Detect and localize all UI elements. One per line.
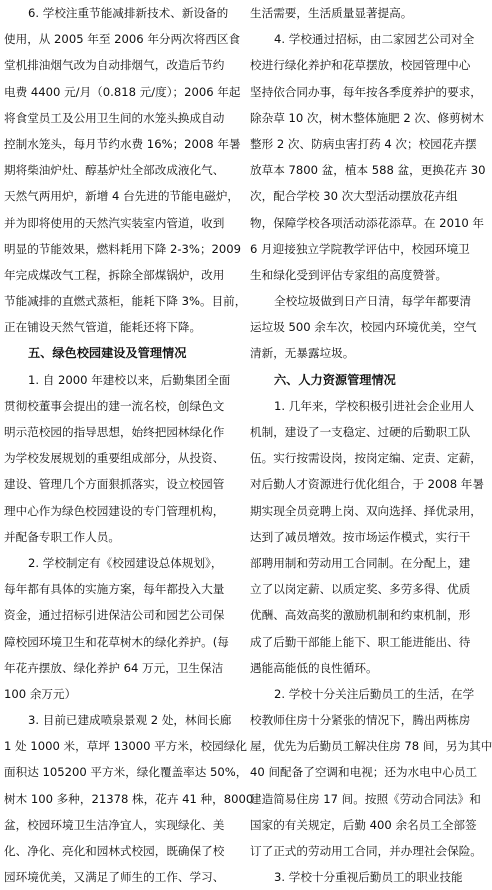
text-line: 屋，优先为后勤员工解决住房 78 间，另为其中 bbox=[250, 739, 492, 754]
text-line: 并配备专职工作人员。 bbox=[4, 529, 120, 544]
text-line: 校进行绿化养护和花草摆放，校园管理中心 bbox=[250, 58, 471, 73]
text-line: 达到了减员增效。按市场运作模式，实行干 bbox=[250, 529, 471, 544]
text-line: 树木 100 多种，21378 株，花卉 41 种，8000 bbox=[4, 791, 254, 806]
text-line: 节能减排的直燃式蒸柜，能耗下降 3%。目前， bbox=[4, 294, 247, 309]
text-line: 盆，校园环境卫生洁净宜人，实现绿化、美 bbox=[4, 817, 225, 832]
text-line: 订了正式的劳动用工合同，并办理社会保险。 bbox=[250, 844, 482, 858]
text-line: 2. 学校十分关注后勤员工的生活，在学 bbox=[274, 686, 475, 701]
text-line: 化、净化、亮化和园林式校园，既确保了校 bbox=[4, 844, 225, 858]
text-line: 1. 几年来，学校积极引进社会企业用人 bbox=[274, 398, 475, 413]
text-line: 4. 学校通过招标，由二家园艺公司对全 bbox=[274, 32, 475, 47]
text-line: 对后勤人才资源进行优化组合，于 2008 年暑 bbox=[250, 477, 484, 492]
text-line: 理中心作为绿色校园建设的专门管理机构， bbox=[4, 503, 225, 518]
text-line: 机制，建设了一支稳定、过硬的后勤职工队 bbox=[250, 425, 471, 439]
text-line: 期实现全员竞聘上岗、双向选择、择优录用， bbox=[250, 503, 482, 518]
text-line: 6 月迎接独立学院教学评估中，校园环境卫 bbox=[250, 241, 470, 256]
text-line: 园环境优美，又满足了师生的工作、学习、 bbox=[4, 870, 225, 885]
left-column bbox=[4, 0, 254, 890]
text-line: 校教师住房十分紧张的情况下，腾出两栋房 bbox=[250, 713, 471, 728]
text-line: 伍。实行按需设岗，按岗定编、定责、定薪， bbox=[250, 451, 482, 466]
text-line: 整形 2 次、防病虫害打药 4 次；校园花卉摆 bbox=[250, 136, 477, 151]
text-line: 国家的有关规定，后勤 400 余名员工全部签 bbox=[250, 817, 477, 832]
text-line: 40 间配备了空调和电视；还为水电中心员工 bbox=[250, 765, 478, 780]
text-line: 放草本 7800 盆，植本 588 盆，更换花卉 30 bbox=[250, 163, 486, 178]
text-line: 1 处 1000 米，草坪 13000 平方米，校园绿化 bbox=[4, 739, 247, 754]
text-line: 坚持依合同办事，每年按各季度养护的要求， bbox=[250, 84, 482, 99]
text-line: 成了后勤干部能上能下、职工能进能出、待 bbox=[250, 634, 471, 649]
text-line: 次，配合学校 30 次大型活动摆放花卉组 bbox=[250, 189, 458, 204]
right-column bbox=[250, 0, 492, 890]
text-line: 并为即将使用的天然汽实装室内管道，收到 bbox=[4, 215, 225, 230]
text-line: 年花卉摆放、绿化养护 64 万元，卫生保洁 bbox=[4, 660, 224, 675]
text-line: 遇能高能低的良性循环。 bbox=[250, 660, 378, 675]
text-line: 生和绿化受到评估专家组的高度赞誉。 bbox=[250, 267, 448, 282]
section-heading: 五、绿色校园建设及管理情况 bbox=[28, 346, 187, 361]
text-line: 立了以岗定薪、以质定奖、多劳多得、优质 bbox=[250, 582, 471, 597]
text-line: 建造简易住房 17 间。按照《劳动合同法》和 bbox=[250, 791, 481, 806]
section-heading: 六、人力资源管理情况 bbox=[274, 372, 396, 387]
text-line: 全校垃圾做到日产日清，每学年都要清 bbox=[274, 294, 472, 309]
text-line: 正在铺设天然气管道，能耗还将下降。 bbox=[4, 320, 202, 335]
text-line: 电费 4400 元/月（0.818 元/度）；2006 年起 bbox=[4, 84, 241, 99]
text-line: 优酬、高效高奖的激励机制和约束机制，形 bbox=[250, 608, 471, 623]
text-line: 贯彻校董事会提出的建一流名校，创绿色文 bbox=[4, 398, 225, 413]
text-line: 使用，从 2005 年至 2006 年分两次将西区食 bbox=[4, 32, 241, 47]
text-line: 运垃圾 500 余车次，校园内环境优美，空气 bbox=[250, 320, 477, 335]
text-line: 明显的节能效果，燃料耗用下降 2-3%；2009 bbox=[4, 241, 242, 256]
text-line: 3. 目前已建成喷泉景观 2 处，林间长廊 bbox=[28, 713, 232, 728]
text-line: 3. 学校十分重视后勤员工的职业技能 bbox=[274, 870, 463, 885]
text-line: 年完成煤改气工程，拆除全部煤锅炉，改用 bbox=[4, 267, 225, 282]
text-line: 清新，无暴露垃圾。 bbox=[250, 346, 355, 361]
text-line: 明示范校园的指导思想，始终把园林绿化作 bbox=[4, 425, 225, 439]
text-line: 每年都有具体的实施方案，每年都投入大量 bbox=[4, 582, 225, 597]
text-line: 面积达 105200 平方米，绿化覆盖率达 50%， bbox=[4, 765, 248, 780]
text-line: 生活需要，生活质量显著提高。 bbox=[250, 6, 413, 20]
text-line: 建设、管理几个方面狠抓落实，设立校园管 bbox=[4, 477, 225, 492]
text-line: 天然气两用炉，新增 4 台先进的节能电磁炉， bbox=[4, 189, 240, 204]
text-line: 6. 学校注重节能减排新技术、新设备的 bbox=[28, 6, 229, 20]
text-line: 障校园环境卫生和花草树木的绿化养护。(每 bbox=[4, 634, 229, 649]
text-line: 将食堂员工及公用卫生间的水笼头换成自动 bbox=[4, 110, 225, 125]
text-line: 2. 学校制定有《校园建设总体规划》， bbox=[28, 555, 223, 570]
text-line: 期将柴油炉灶、醇基炉灶全部改成液化气、 bbox=[4, 163, 225, 178]
text-line: 控制水笼头，每月节约水费 16%；2008 年暑 bbox=[4, 136, 241, 151]
text-line: 除杂草 10 次，树木整体施肥 2 次、修剪树木 bbox=[250, 110, 484, 125]
text-line: 100 余万元） bbox=[4, 686, 77, 701]
text-line: 物，保障学校各项活动添花添草。在 2010 年 bbox=[250, 215, 484, 230]
text-line: 资金，通过招标引进保洁公司和园艺公司保 bbox=[4, 608, 225, 623]
text-line: 部聘用制和劳动用工合同制。在分配上，建 bbox=[250, 555, 471, 570]
text-line: 为学校发展规划的重要组成部分，从投资、 bbox=[4, 451, 225, 466]
text-line: 1. 自 2000 年建校以来，后勤集团全面 bbox=[28, 372, 231, 387]
text-line: 堂机排油烟气改为自动排烟气，改造后节约 bbox=[4, 58, 225, 73]
